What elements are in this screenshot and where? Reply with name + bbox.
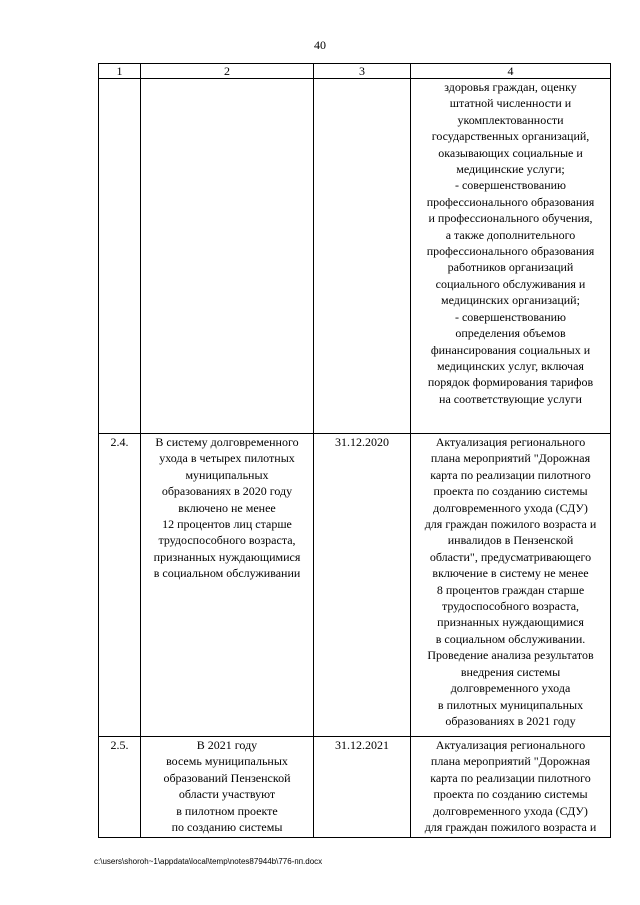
cell-text-line: медицинских услуг, включая [437,358,584,373]
cell-text-line: ухода в четырех пилотных [159,451,295,466]
cell-text-line: проекта по созданию системы [433,787,588,802]
cell-text-line: проекта по созданию системы [433,484,588,499]
cell-text-line: 12 процентов лиц старше [162,517,292,532]
cell-text-line: образованиях в 2021 году [445,713,576,728]
cell-text-line: включение в систему не менее [432,566,589,581]
cell-text-line: Проведение анализа результатов [427,648,594,663]
cell-text-line: в социальном обслуживании. [435,631,586,646]
cell-text-line: социального обслуживания и [435,276,586,291]
cell-text-line: долговременного ухода [450,681,571,696]
cell-text-line: определения объемов [455,326,566,341]
actions-cell [411,79,611,434]
cell-text-line: внедрения системы [460,664,561,679]
cell-text-line: профессионального образования [426,244,595,259]
cell-text-line: Актуализация регионального [435,738,586,752]
result-cell [141,434,314,737]
result-cell [141,79,314,434]
cell-text-line: профессионального образования [426,194,595,209]
cell-text-line: и профессионального обучения, [428,211,593,226]
cell-text-line: в пилотных муниципальных [437,697,584,712]
cell-text-line: порядок формирования тарифов [427,375,594,390]
date-cell: 31.12.2020 [314,434,411,737]
cell-text-line: Актуализация регионального [435,435,586,449]
date-cell [314,79,411,434]
cell-text-line: образованиях в 2020 году [161,484,293,499]
cell-text-line: медицинских организаций; [441,293,580,308]
cell-text-line: работников организаций [447,260,574,275]
cell-text-line: - совершенствованию [454,178,567,193]
result-cell [141,737,314,838]
cell-text-line: укомплектованности [457,112,564,127]
cell-text-line: 8 процентов граждан старше [436,582,585,597]
cell-text-line: трудоспособного возраста, [158,533,296,548]
header-cell-4: 4 [411,64,611,79]
table-row [99,737,611,838]
cell-text-line: медицинские услуги; [456,162,565,177]
date-cell: 31.12.2021 [314,737,411,838]
cell-text-line: инвалидов в Пензенской [447,533,574,548]
table-row [99,434,611,737]
cell-text-line: образований Пензенской [163,770,291,785]
header-cell-3: 3 [314,64,411,79]
header-cell-2: 2 [141,64,314,79]
cell-text-line: в пилотном проекте [176,803,278,818]
file-path-footer: c:\users\shoroh~1\appdata\local\temp\notes87944b\776-пп.docx [94,857,323,866]
row-number-cell: 2.5. [99,737,141,838]
page-number: 40 [314,38,326,52]
cell-text-line: оказывающих социальные и [438,145,583,160]
cell-text-line: долговременного ухода (СДУ) [433,803,588,818]
table-row [99,79,611,434]
cell-text-line: плана мероприятий "Дорожная [430,754,591,769]
cell-text-line: на соответствующие услуги [439,391,582,406]
cell-text-line: финансирования социальных и [430,342,591,357]
cell-text-line: карта по реализации пилотного [430,770,591,785]
cell-text-line: - совершенствованию [454,309,567,324]
cell-text-line: карта по реализации пилотного [430,467,591,482]
cell-text-line: признанных нуждающимися [437,615,584,630]
cell-text-line: для граждан пожилого возраста и [424,820,597,835]
cell-text-line: В 2021 году [196,738,258,752]
cell-text-line: в социальном обслуживании [153,566,301,581]
cell-text-line: В систему долговременного [155,435,299,449]
cell-text-line: здоровья граждан, оценку [444,80,577,94]
cell-text-line: восемь муниципальных [166,754,288,769]
cell-text-line: включено не менее [178,500,276,515]
cell-text-line: штатной численности и [449,96,572,111]
row-number-cell [99,79,141,434]
actions-cell [411,434,611,737]
cell-text-line: области участвуют [178,787,276,802]
cell-text-line: плана мероприятий "Дорожная [430,451,591,466]
row-number-cell: 2.4. [99,434,141,737]
cell-text-line: трудоспособного возраста, [441,599,580,614]
table-header-row [99,64,611,79]
actions-cell [411,737,611,838]
cell-text-line: области", предусматривающего [429,549,592,564]
cell-text-line: государственных организаций, [431,129,590,144]
header-cell-1: 1 [99,64,141,79]
document-table [98,63,611,838]
cell-text-line: признанных нуждающимися [153,549,301,564]
cell-text-line: долговременного ухода (СДУ) [433,500,588,515]
cell-text-line: по созданию системы [171,820,283,835]
cell-text-line: а также дополнительного [445,227,576,242]
cell-text-line: для граждан пожилого возраста и [424,517,597,532]
cell-text-line: муниципальных [185,467,269,482]
